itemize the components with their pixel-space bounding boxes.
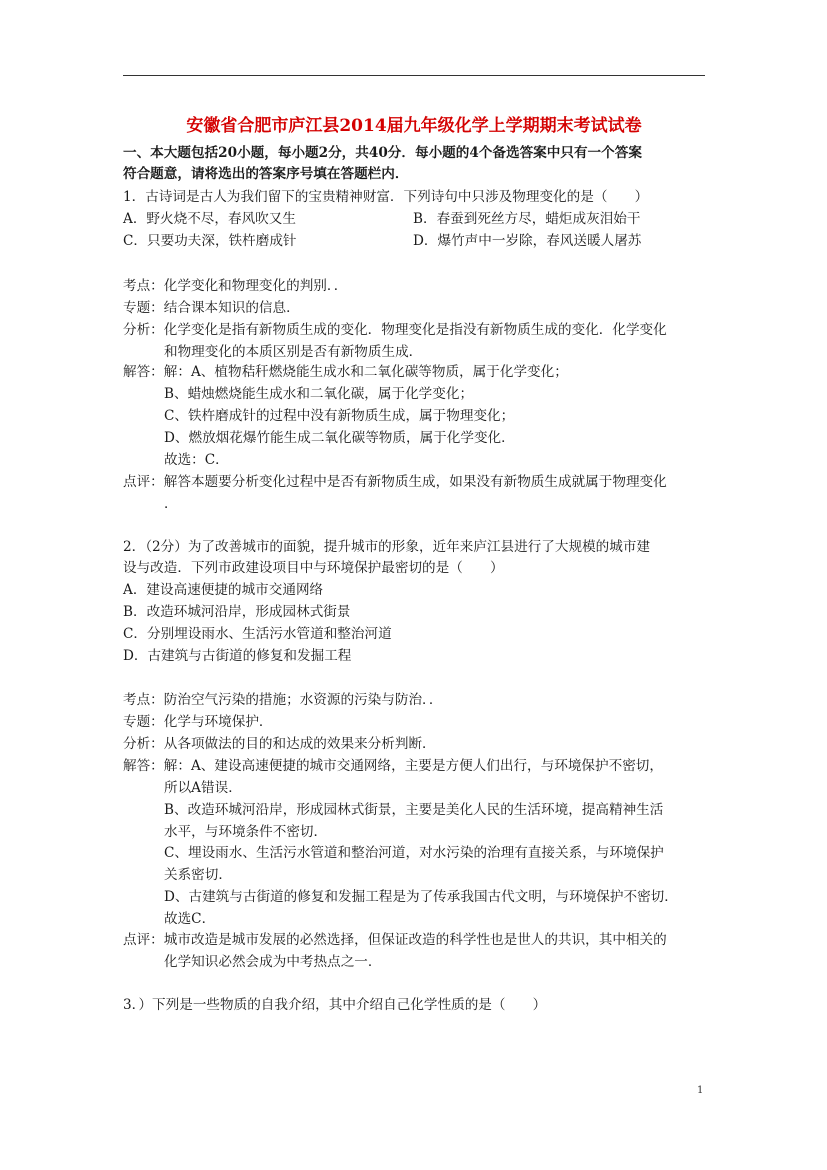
q1-dianping-line-1: 点评：解答本题要分析变化过程中是否有新物质生成，如果没有新物质生成就属于物理变化 — [123, 474, 667, 490]
q2-jieda-line-3: B、改造环城河沿岸，形成园林式街景，主要是美化人民的生活环境，提高精神生活 — [164, 802, 664, 818]
q2-option-b: B．改造环城河沿岸，形成园林式街景 — [123, 604, 351, 620]
q2-stem-line-2: 设与改造．下列市政建设项目中与环境保护最密切的是（ ） — [123, 560, 504, 576]
q1-option-c: C．只要功夫深，铁杵磨成针 — [123, 233, 297, 249]
q2-zhuanti: 专题：化学与环境保护． — [123, 714, 273, 730]
q2-dianping-line-1: 点评：城市改造是城市发展的必然选择，但保证改造的科学性也是世人的共识，其中相关的 — [123, 932, 667, 948]
q1-fenxi-line-2: 和物理变化的本质区别是否有新物质生成． — [164, 344, 423, 360]
page-number: 1 — [697, 1085, 704, 1096]
q1-option-b: B．春蚕到死丝方尽，蜡炬成灰泪始干 — [413, 211, 641, 227]
q1-dianping-line-2: ． — [164, 496, 178, 512]
q1-jieda-line-1: 解答：解：A、植物秸秆燃烧能生成水和二氧化碳等物质，属于化学变化； — [123, 364, 568, 380]
q1-kaodian: 考点：化学变化和物理变化的判别．． — [123, 278, 348, 294]
q2-jieda-line-6: 关系密切． — [164, 867, 232, 883]
q1-zhuanti: 专题：结合课本知识的信息． — [123, 300, 300, 316]
q2-jieda-line-2: 所以A错误． — [164, 780, 242, 796]
q1-jieda-line-3: C、铁杵磨成针的过程中没有新物质生成，属于物理变化； — [164, 408, 515, 424]
q1-jieda-line-5: 故选：C． — [164, 452, 229, 468]
q2-option-c: C．分别埋设雨水、生活污水管道和整治河道 — [123, 626, 392, 642]
q2-option-a: A．建设高速便捷的城市交通网络 — [123, 582, 324, 598]
q2-stem-line-1: 2．（2分）为了改善城市的面貌，提升城市的形象，近年来庐江县进行了大规模的城市建 — [123, 539, 651, 555]
q2-jieda-line-8: 故选C． — [164, 911, 216, 927]
document-title: 安徽省合肥市庐江县2014届九年级化学上学期期末考试试卷 — [186, 116, 642, 136]
q2-jieda-line-7: D、古建筑与古街道的修复和发掘工程是为了传承我国古代文明，与环境保护不密切． — [164, 889, 678, 905]
q2-dianping-line-2: 化学知识必然会成为中考热点之一． — [164, 954, 382, 970]
q1-stem: 1．古诗词是古人为我们留下的宝贵精神财富．下列诗句中只涉及物理变化的是（ ） — [123, 189, 649, 205]
section-heading-line-1: 一、本大题包括20小题，每小题2分，共40分．每小题的4个备选答案中只有一个答案 — [123, 145, 642, 161]
q2-jieda-line-5: C、埋设雨水、生活污水管道和整治河道，对水污染的治理有直接关系，与环境保护 — [164, 845, 664, 861]
section-heading-line-2: 符合题意，请将选出的答案序号填在答题栏内． — [123, 166, 409, 182]
q1-option-a: A．野火烧不尽，春风吹又生 — [123, 211, 296, 227]
q2-jieda-line-1: 解答：解：A、建设高速便捷的城市交通网络，主要是方便人们出行，与环境保护不密切， — [123, 758, 663, 774]
q2-kaodian: 考点：防治空气污染的措施；水资源的污染与防治．． — [123, 692, 443, 708]
q3-stem: 3．）下列是一些物质的自我介绍，其中介绍自己化学性质的是（ ） — [123, 997, 547, 1013]
q2-option-d: D．古建筑与古街道的修复和发掘工程 — [123, 648, 352, 664]
q2-jieda-line-4: 水平，与环境条件不密切． — [164, 824, 328, 840]
q1-fenxi-line-1: 分析：化学变化是指有新物质生成的变化．物理变化是指没有新物质生成的变化．化学变化 — [123, 322, 667, 338]
q1-option-d: D．爆竹声中一岁除，春风送暖人屠苏 — [413, 233, 642, 249]
q2-fenxi: 分析：从各项做法的目的和达成的效果来分析判断． — [123, 736, 436, 752]
header-rule — [123, 75, 705, 76]
q1-jieda-line-4: D、燃放烟花爆竹能生成二氧化碳等物质，属于化学变化． — [164, 430, 515, 446]
q1-jieda-line-2: B、蜡烛燃烧能生成水和二氧化碳，属于化学变化； — [164, 386, 474, 402]
